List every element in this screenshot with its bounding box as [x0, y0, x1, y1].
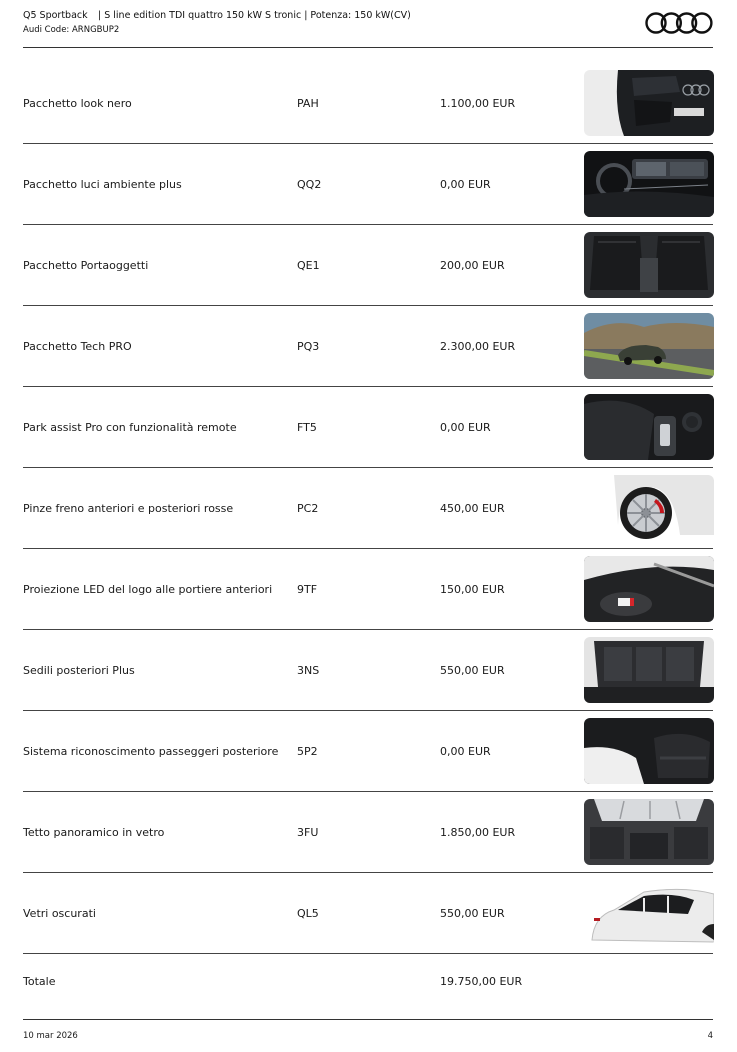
- option-code: QQ2: [297, 177, 322, 191]
- option-row: [23, 144, 713, 225]
- option-code: 5P2: [297, 744, 318, 758]
- page-header: [23, 10, 713, 48]
- option-code: PC2: [297, 501, 319, 515]
- option-price: 1.100,00 EUR: [440, 96, 516, 110]
- page-number: 4: [707, 1031, 713, 1041]
- total-value: 19.750,00 EUR: [440, 975, 523, 988]
- option-price: 550,00 EUR: [440, 663, 505, 677]
- option-code: QE1: [297, 258, 320, 272]
- footer-date: 10 mar 2026: [23, 1031, 78, 1041]
- option-name: Pinze freno anteriori e posteriori rosse: [23, 501, 234, 515]
- option-row: [23, 306, 713, 387]
- option-row: [23, 225, 713, 306]
- model-description: | S line edition TDI quattro 150 kW S tronic | Potenza: 150 kW(CV): [98, 10, 411, 21]
- option-name: Pacchetto look nero: [23, 96, 132, 110]
- red-brake-calipers-wheel-image: [584, 475, 714, 541]
- option-name: Pacchetto Tech PRO: [23, 339, 132, 353]
- option-row: [23, 873, 713, 954]
- option-code: 3NS: [297, 663, 320, 677]
- option-price: 0,00 EUR: [440, 744, 491, 758]
- option-row: [23, 387, 713, 468]
- option-row: [23, 711, 713, 792]
- ambient-lights-interior-image: [584, 151, 714, 217]
- panoramic-glass-roof-image: [584, 799, 714, 865]
- total-row: [23, 955, 713, 1010]
- option-price: 550,00 EUR: [440, 906, 505, 920]
- park-assist-console-image: [584, 394, 714, 460]
- option-code: PQ3: [297, 339, 320, 353]
- black-look-front-image: [584, 70, 714, 136]
- option-price: 200,00 EUR: [440, 258, 505, 272]
- option-code: FT5: [297, 420, 317, 434]
- storage-package-seats-image: [584, 232, 714, 298]
- header-divider: [23, 47, 713, 48]
- option-name: Sedili posteriori Plus: [23, 663, 135, 677]
- option-price: 0,00 EUR: [440, 420, 491, 434]
- option-code: QL5: [297, 906, 319, 920]
- option-name: Park assist Pro con funzionalità remote: [23, 420, 237, 434]
- option-name: Pacchetto Portaoggetti: [23, 258, 149, 272]
- option-name: Vetri oscurati: [23, 906, 96, 920]
- total-label: Totale: [23, 975, 56, 988]
- option-row: [23, 468, 713, 549]
- rear-seats-plus-image: [584, 637, 714, 703]
- option-code: 3FU: [297, 825, 319, 839]
- option-name: Tetto panoramico in vetro: [23, 825, 165, 839]
- option-row: [23, 792, 713, 873]
- footer-divider: [23, 1019, 713, 1020]
- option-code: 9TF: [297, 582, 318, 596]
- option-name: Proiezione LED del logo alle portiere anteriori: [23, 582, 273, 596]
- tinted-windows-car-image: [584, 880, 714, 946]
- led-logo-projection-image: [584, 556, 714, 622]
- tech-pro-car-road-image: [584, 313, 714, 379]
- option-code: PAH: [297, 96, 319, 110]
- option-name: Pacchetto luci ambiente plus: [23, 177, 182, 191]
- option-price: 0,00 EUR: [440, 177, 491, 191]
- audi-code: Audi Code: ARNGBUP2: [23, 25, 120, 35]
- option-row: [23, 63, 713, 144]
- option-row: [23, 630, 713, 711]
- audi-rings-logo: [645, 10, 713, 36]
- options-table: [23, 63, 713, 954]
- option-price: 1.850,00 EUR: [440, 825, 516, 839]
- option-price: 450,00 EUR: [440, 501, 505, 515]
- option-price: 150,00 EUR: [440, 582, 505, 596]
- option-row: [23, 549, 713, 630]
- option-price: 2.300,00 EUR: [440, 339, 516, 353]
- model-name: Q5 Sportback: [23, 10, 88, 21]
- option-name: Sistema riconoscimento passeggeri posteriore: [23, 744, 279, 758]
- rear-passenger-detection-image: [584, 718, 714, 784]
